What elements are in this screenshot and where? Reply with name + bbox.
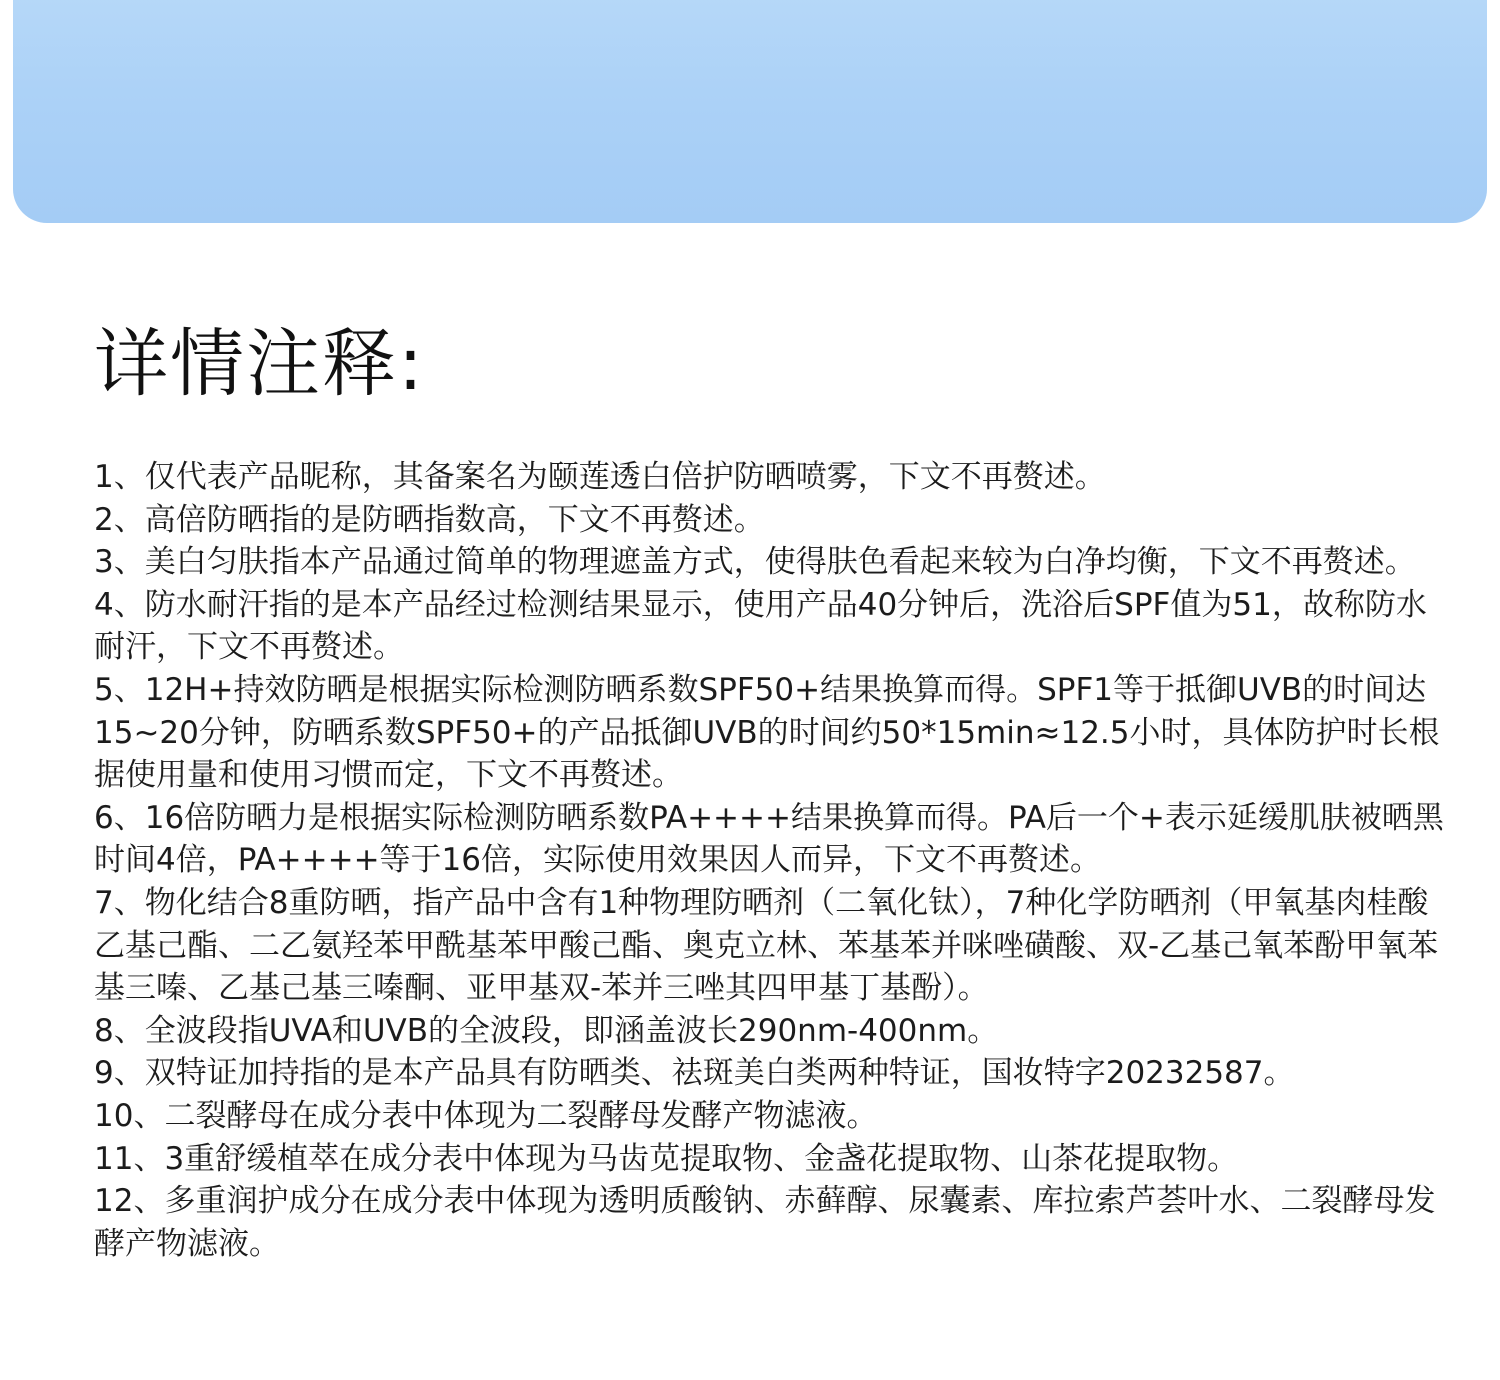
- notes-section: [94, 318, 1444, 1265]
- note-item: 3、美白匀肤指本产品通过简单的物理遮盖方式，使得肤色看起来较为白净均衡，下文不再赘述。: [94, 544, 1416, 581]
- note-item: 9、双特证加持指的是本产品具有防晒类、祛斑美白类两种特证，国妆特字20232587。: [94, 1055, 1295, 1092]
- note-item: 10、二裂酵母在成分表中体现为二裂酵母发酵产物滤液。: [94, 1097, 878, 1134]
- note-item: 7、物化结合8重防晒，指产品中含有1种物理防晒剂（二氧化钛），7种化学防晒剂（甲氧基肉桂酸乙基己酯、二乙氨羟苯甲酰基苯甲酸己酯、奥克立林、苯基苯并咪唑磺酸、双-乙基己氧苯酚甲氧苯基三嗪、乙基己基三嗪酮、亚甲基双-苯并三唑其四甲基丁基酚）。: [94, 884, 1439, 1007]
- note-item: 8、全波段指UVA和UVB的全波段，即涵盖波长290nm-400nm。: [94, 1012, 999, 1049]
- note-item: 6、16倍防晒力是根据实际检测防晒系数PA++++结果换算而得。PA后一个+表示延缓肌肤被晒黑时间4倍，PA++++等于16倍，实际使用效果因人而异，下文不再赘述。: [94, 799, 1444, 879]
- page-title: 详情注释:: [94, 321, 425, 407]
- note-item: 4、防水耐汗指的是本产品经过检测结果显示，使用产品40分钟后，洗浴后SPF值为51，故称防水耐汗，下文不再赘述。: [94, 586, 1427, 666]
- top-banner: [13, 0, 1487, 223]
- notes-list: [94, 456, 1444, 1265]
- note-item: 11、3重舒缓植萃在成分表中体现为马齿苋提取物、金盏花提取物、山茶花提取物。: [94, 1140, 1239, 1177]
- note-item: 5、12H+持效防晒是根据实际检测防晒系数SPF50+结果换算而得。SPF1等于抵御UVB的时间达15~20分钟，防晒系数SPF50+的产品抵御UVB的时间约50*15min≈12.5小时，具体防护时长根据使用量和使用习惯而定，下文不再赘述。: [94, 671, 1440, 794]
- note-item: 1、仅代表产品昵称，其备案名为颐莲透白倍护防晒喷雾，下文不再赘述。: [94, 459, 1106, 495]
- note-item: 12、多重润护成分在成分表中体现为透明质酸钠、赤藓醇、尿囊素、库拉索芦荟叶水、二裂酵母发酵产物滤液。: [94, 1183, 1436, 1262]
- note-item: 2、高倍防晒指的是防晒指数高，下文不再赘述。: [94, 501, 765, 538]
